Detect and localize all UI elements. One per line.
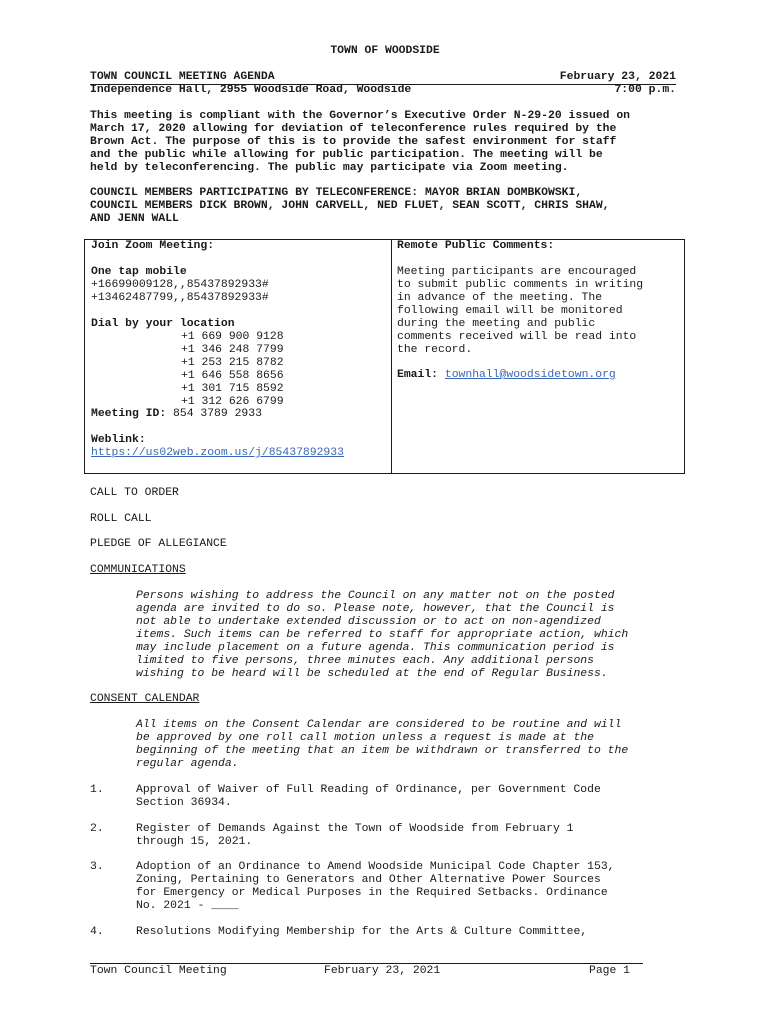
communications-line: Persons wishing to address the Council on any matter not on the posted — [136, 590, 615, 602]
remote-text — [397, 266, 671, 357]
remote-line: the record. — [397, 344, 473, 356]
consent-paragraph — [136, 719, 681, 771]
communications-line: limited to five persons, three minutes each. Any additional persons — [136, 655, 594, 667]
agenda-title: TOWN COUNCIL MEETING AGENDA — [90, 71, 275, 83]
remote-line: during the meeting and public — [397, 318, 596, 330]
email-row — [397, 369, 671, 382]
members-line: COUNCIL MEMBERS DICK BROWN, JOHN CARVELL, NED FLUET, SEAN SCOTT, CHRIS SHAW, — [90, 200, 610, 212]
remote-line: to submit public comments in writing — [397, 279, 644, 291]
dial-number: +1 253 215 8782 — [181, 357, 284, 369]
communications-line: items. Such items can be referred to staff for appropriate action, which — [136, 629, 629, 641]
email-link[interactable]: townhall@woodsidetown.org — [444, 369, 616, 381]
communications-line: not able to undertake extended discussion or to act on non-agendized — [136, 616, 601, 628]
members-line: COUNCIL MEMBERS PARTICIPATING BY TELECONFERENCE: MAYOR BRIAN DOMBKOWSKI, — [90, 187, 583, 199]
communications-paragraph — [136, 590, 681, 681]
item-number: 1. — [90, 784, 104, 796]
item-number: 4. — [90, 926, 104, 938]
item-text — [136, 926, 681, 939]
communications-line: wishing to be heard will be scheduled at the end of Regular Business. — [136, 668, 608, 680]
compliance-paragraph — [90, 110, 678, 175]
location-row — [90, 84, 676, 97]
item-line: through 15, 2021. — [136, 836, 253, 848]
item-text — [136, 861, 681, 913]
meeting-time: 7:00 p.m. — [614, 84, 676, 96]
compliance-line: Brown Act. The purpose of this is to provide the safest environment for staff — [90, 136, 617, 148]
item-line: Register of Demands Against the Town of Woodside from February 1 — [136, 823, 574, 835]
dial-number: +1 312 626 6799 — [181, 396, 284, 408]
members-line: AND JENN WALL — [90, 213, 179, 225]
remote-line: comments received will be read into — [397, 331, 637, 343]
remote-line: in advance of the meeting. The — [397, 292, 603, 304]
footer-rule — [90, 963, 643, 964]
one-tap-label: One tap mobile — [91, 266, 187, 278]
item-text — [136, 784, 681, 810]
communications-line: agenda are invited to do so. Please note, however, that the Council is — [136, 603, 615, 615]
item-line: No. 2021 - ____ — [136, 900, 239, 912]
communications-heading: COMMUNICATIONS — [90, 564, 186, 576]
meeting-location: Independence Hall, 2955 Woodside Road, Woodside — [90, 84, 412, 96]
footer-date: February 23, 2021 — [324, 965, 441, 977]
pledge-heading: PLEDGE OF ALLEGIANCE — [90, 538, 227, 550]
item-number: 2. — [90, 823, 104, 835]
meeting-date: February 23, 2021 — [559, 71, 676, 83]
consent-line: be approved by one roll call motion unless a request is made at the — [136, 732, 594, 744]
communications-line: may include placement on a future agenda. This communication period is — [136, 642, 615, 654]
item-line: Zoning, Pertaining to Generators and Other Alternative Power Sources — [136, 874, 601, 886]
consent-line: regular agenda. — [136, 758, 239, 770]
zoom-weblink[interactable]: https://us02web.zoom.us/j/85437892933 — [91, 447, 344, 459]
one-tap-number[interactable]: +16699009128,,85437892933# — [91, 279, 269, 291]
dial-number: +1 301 715 8592 — [181, 383, 284, 395]
dial-number: +1 669 900 9128 — [181, 331, 284, 343]
item-line: for Emergency or Medical Purposes in the Required Setbacks. Ordinance — [136, 887, 608, 899]
dial-number: +1 646 558 8656 — [181, 370, 284, 382]
meeting-id-label: Meeting ID: — [91, 408, 167, 420]
compliance-line: This meeting is compliant with the Governor’s Executive Order N-29-20 issued on — [90, 110, 631, 122]
remote-line: following email will be monitored — [397, 305, 623, 317]
compliance-line: held by teleconferencing. The public may participate via Zoom meeting. — [90, 162, 569, 174]
roll-call-heading: ROLL CALL — [90, 513, 152, 525]
agenda-header-row — [90, 71, 676, 84]
town-title: TOWN OF WOODSIDE — [330, 45, 440, 57]
call-to-order-heading: CALL TO ORDER — [90, 487, 179, 499]
item-line: Resolutions Modifying Membership for the Arts & Culture Committee, — [136, 926, 588, 938]
consent-line: All items on the Consent Calendar are considered to be routine and will — [136, 719, 622, 731]
members-paragraph — [90, 187, 678, 226]
zoom-heading: Join Zoom Meeting: — [91, 240, 215, 252]
item-text — [136, 823, 681, 849]
meeting-id-value: 854 3789 2933 — [173, 408, 262, 420]
dial-number: +1 346 248 7799 — [181, 344, 284, 356]
footer-page: Page 1 — [589, 965, 631, 977]
compliance-line: March 17, 2020 allowing for deviation of teleconference rules required by the — [90, 123, 617, 135]
weblink-label: Weblink: — [91, 434, 146, 446]
footer-left: Town Council Meeting — [90, 965, 227, 977]
item-number: 3. — [90, 861, 104, 873]
box-divider — [391, 240, 392, 473]
item-line: Adoption of an Ordinance to Amend Woodside Municipal Code Chapter 153, — [136, 861, 615, 873]
item-line: Approval of Waiver of Full Reading of Ordinance, per Government Code — [136, 784, 601, 796]
consent-line: beginning of the meeting that an item be withdrawn or transferred to the — [136, 745, 629, 757]
item-line: Section 36934. — [136, 797, 232, 809]
one-tap-number[interactable]: +13462487799,,85437892933# — [91, 292, 269, 304]
compliance-line: and the public while allowing for public participation. The meeting will be — [90, 149, 603, 161]
remote-heading: Remote Public Comments: — [397, 240, 555, 252]
email-label: Email: — [397, 369, 439, 381]
consent-heading: CONSENT CALENDAR — [90, 693, 200, 705]
remote-line: Meeting participants are encouraged — [397, 266, 637, 278]
meeting-id-row — [91, 408, 262, 421]
dial-label: Dial by your location — [91, 318, 235, 330]
